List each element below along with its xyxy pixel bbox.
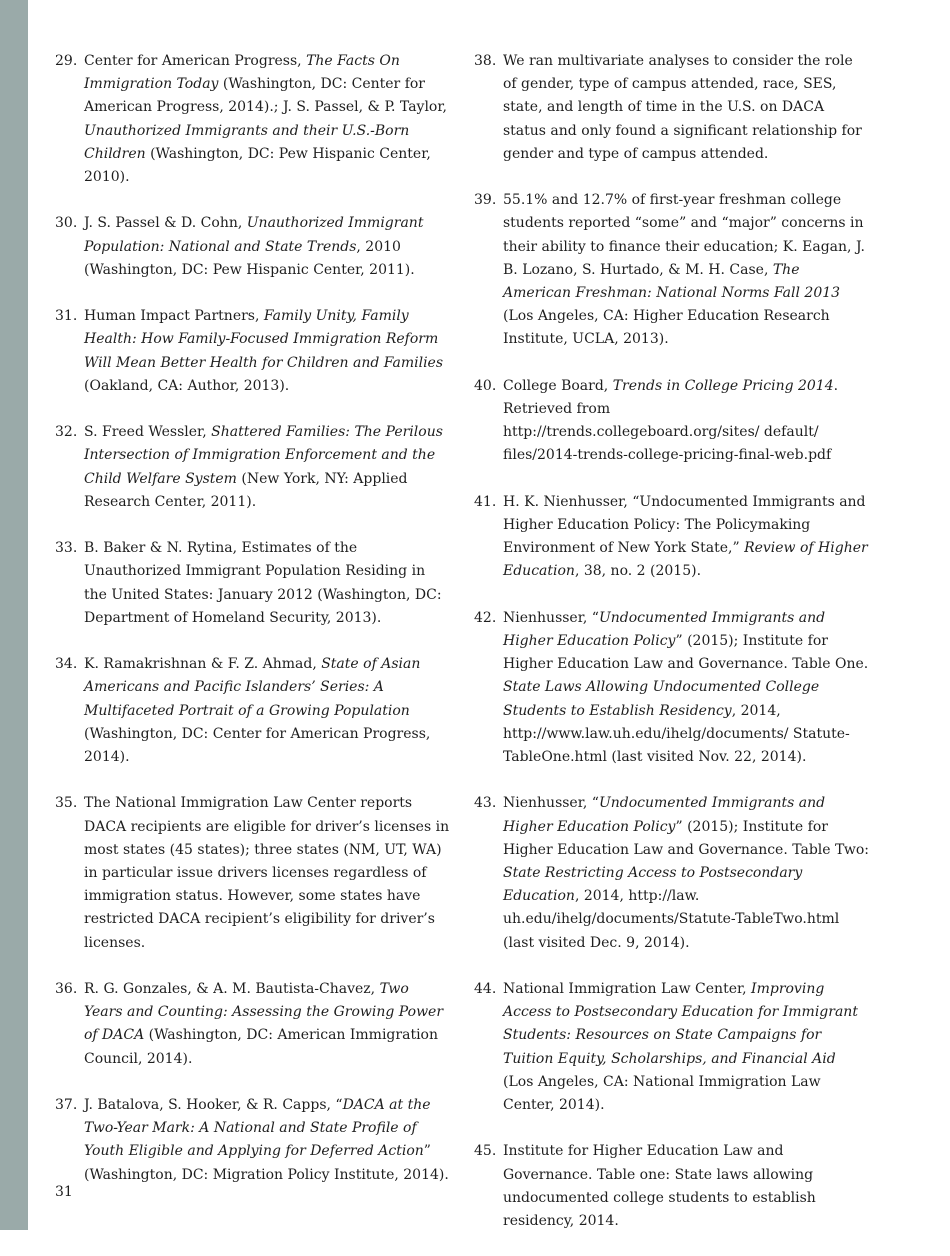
endnote-title: State of Asian Americans and Pacific Islanders’ Series: A Multifaceted Portrait of a Growing Population (84, 656, 421, 719)
endnote (474, 792, 870, 954)
endnote-text (503, 1140, 870, 1233)
endnote-title: Two Years and Counting: Assessing the Growing Power of DACA (84, 981, 444, 1044)
endnote (55, 653, 451, 769)
endnote (55, 1094, 451, 1187)
endnote-number: 37. (55, 1097, 78, 1114)
endnote-title: Trends in College Pricing 2014 (612, 377, 834, 394)
endnote (474, 607, 870, 769)
endnote-text (503, 491, 870, 584)
endnote-number: 32. (55, 424, 78, 441)
endnote-text (503, 792, 870, 954)
endnote-text-segment: National Immigration Law Center, (503, 981, 752, 998)
endnote-title: Undocumented Immigrants and Higher Education Policy (503, 795, 826, 835)
endnote (55, 792, 451, 954)
endnote-text-segment: , 38, no. 2 (2015). (574, 563, 702, 580)
endnote-title: Review of Higher Education (503, 540, 868, 580)
endnote-text (84, 305, 451, 398)
endnote-text-segment: , 2014, http://law. uh.edu/ihelg/documents/Statute-TableTwo.html (last visited Dec. 9, 2014). (503, 888, 840, 951)
endnote-text-segment: J. S. Passel & D. Cohn, (84, 215, 247, 232)
endnote-text-segment: Human Impact Partners, (84, 308, 264, 325)
endnote-number: 36. (55, 981, 78, 998)
endnote-text-segment: We ran multivariate analyses to consider the role of gender, type of campus attended, race, SES, state, and length of time in the U.S. on DACA status and only found a significant relationship for gender and type of campus attended. (503, 53, 862, 162)
endnote-text-segment: College Board, (503, 377, 613, 394)
page-number: 31 (55, 1184, 73, 1200)
endnote-text-segment: (Washington, DC: Pew Hispanic Center, 2010). (84, 145, 431, 186)
endnote-text-segment: Center for American Progress, (84, 53, 307, 69)
endnote-text-segment: (Washington, DC: Center for American Progress, 2014).; J. S. Passel, & P. Taylor, (84, 76, 447, 116)
endnote-text (84, 792, 451, 954)
endnote (55, 212, 451, 282)
endnote-text-segment: . Retrieved from http://trends.collegeboard.org/sites/ default/ files/2014-trends-college-pricing-final-web.pdf (503, 377, 839, 464)
endnote-number: 39. (474, 192, 497, 209)
endnote-text-segment: K. Ramakrishnan & F. Z. Ahmad, (84, 656, 322, 673)
endnote (474, 1140, 870, 1233)
endnote-text (84, 1094, 451, 1187)
endnote-text-segment: ” (Washington, DC: Migration Policy Institute, 2014). (84, 1143, 449, 1183)
endnote-number: 31. (55, 308, 78, 325)
endnote-text (84, 421, 451, 514)
endnote-text (84, 50, 451, 189)
endnote-text (503, 189, 870, 351)
endnote-text (503, 607, 870, 769)
endnote-text-segment: R. G. Gonzales, & A. M. Bautista-Chavez, (84, 981, 380, 998)
endnote-text-segment: J. Batalova, S. Hooker, & R. Capps, “ (84, 1097, 343, 1114)
endnote-text-segment: The National Immigration Law Center reports DACA recipients are eligible for driver’s licenses in most states (45 states); three states (NM, UT, WA) in particular issue drivers licenses regardless of immigration status. However, some states have restricted DACA recipient’s eligibility for driver’s licenses. (84, 795, 450, 951)
endnote-title: The American Freshman: National Norms Fall 2013 (503, 261, 841, 302)
endnote (474, 491, 870, 584)
endnote-text-segment: ” (2015); Institute for Higher Education Law and Governance. Table One. (503, 633, 869, 673)
endnote-title: DACA at the Two-Year Mark: A National and State Profile of Youth Eligible and Applying for Deferred Action (84, 1097, 431, 1160)
endnote-text-segment: Nienhusser, “ (503, 795, 599, 812)
endnote-text-segment: Nienhusser, “ (503, 609, 599, 626)
endnote-text (84, 653, 451, 769)
endnote (55, 537, 451, 630)
endnote (474, 978, 870, 1117)
side-color-bar (0, 0, 28, 1230)
endnote (55, 50, 451, 189)
endnote-text-segment: Institute for Higher Education Law and Governance. Table one: State laws allowing undocumented college students to establish residency, 2014. (503, 1143, 816, 1230)
endnote-title: Improving Access to Postsecondary Education for Immigrant Students: Resources on State Campaigns for Tuition Equity, Scholarships, and Financial Aid (503, 981, 858, 1067)
endnote-number: 35. (55, 795, 78, 812)
endnote-text-segment: 55.1% and 12.7% of first-year freshman college students reported “some” and “major” concerns in their ability to finance their education; K. Eagan, J. B. Lozano, S. Hurtado, & M. H. Case, (503, 192, 865, 278)
endnote-title: The Facts On Immigration Today (84, 53, 400, 93)
endnote-number: 43. (474, 795, 497, 812)
endnote-title: Family Unity, Family Health: How Family-Focused Immigration Reform Will Mean Better Health for Children and Families (84, 308, 444, 371)
endnote (474, 375, 870, 468)
endnote-text (84, 978, 451, 1071)
endnote-text (84, 212, 451, 282)
endnote-title: Undocumented Immigrants and Higher Education Policy (503, 609, 826, 650)
endnote (55, 305, 451, 398)
endnote-title: State Laws Allowing Undocumented College Students to Establish Residency (503, 679, 820, 719)
endnote-number: 30. (55, 215, 78, 232)
endnote-text-segment: ” (2015); Institute for Higher Education Law and Governance. Table Two: (503, 818, 869, 858)
endnote-text (503, 50, 870, 166)
endnote-number: 44. (474, 981, 497, 998)
endnote (55, 978, 451, 1071)
endnote-text-segment: (New York, NY: Applied Research Center, 2011). (84, 470, 408, 510)
endnote-text (84, 537, 451, 630)
endnote-number: 42. (474, 609, 497, 626)
endnote-text-segment: , 2014, http://www.law.uh.edu/ihelg/documents/ Statute-TableOne.html (last visited Nov. 22, 2014). (503, 702, 850, 766)
endnote-text-segment: (Oakland, CA: Author, 2013). (84, 377, 290, 394)
endnote-number: 34. (55, 656, 78, 673)
endnote-text-segment: (Washington, DC: American Immigration Council, 2014). (84, 1027, 438, 1067)
endnote-text-segment: B. Baker & N. Rytina, Estimates of the Unauthorized Immigrant Population Residing in the United States: January 2012 (Washington, DC: Department of Homeland Security, 2013). (84, 540, 442, 626)
notes-column-right (474, 50, 870, 1256)
endnote-text-segment: H. K. Nienhusser, “Undocumented Immigrants and Higher Education Policy: The Policymaking Environment of New York State,” (503, 493, 866, 557)
endnote-number: 41. (474, 493, 497, 510)
endnote-text (503, 375, 870, 468)
endnote-title: Unauthorized Immigrant Population: National and State Trends (84, 215, 424, 255)
endnote-number: 38. (474, 53, 497, 69)
endnote-number: 33. (55, 540, 78, 557)
endnote (474, 189, 870, 351)
endnote-number: 40. (474, 377, 497, 394)
endnote-number: 29. (55, 53, 78, 69)
endnote (474, 50, 870, 166)
endnote-text-segment: (Los Angeles, CA: National Immigration Law Center, 2014). (503, 1073, 821, 1114)
endnote-text-segment: , 2010 (Washington, DC: Pew Hispanic Center, 2011). (84, 238, 415, 278)
endnote-title: Unauthorized Immigrants and their U.S.-Born Children (84, 122, 410, 162)
endnote-text-segment: (Los Angeles, CA: Higher Education Research Institute, UCLA, 2013). (503, 308, 830, 348)
notes-column-left (55, 50, 451, 1210)
endnote-text (503, 978, 870, 1117)
endnote (55, 421, 451, 514)
endnote-text-segment: S. Freed Wessler, (84, 424, 212, 441)
endnote-title: Shattered Families: The Perilous Intersection of Immigration Enforcement and the Child Welfare System (84, 424, 443, 487)
endnote-text-segment: (Washington, DC: Center for American Progress, 2014). (84, 725, 431, 766)
endnote-title: State Restricting Access to Postsecondary Education (503, 865, 803, 905)
endnote-number: 45. (474, 1143, 497, 1160)
